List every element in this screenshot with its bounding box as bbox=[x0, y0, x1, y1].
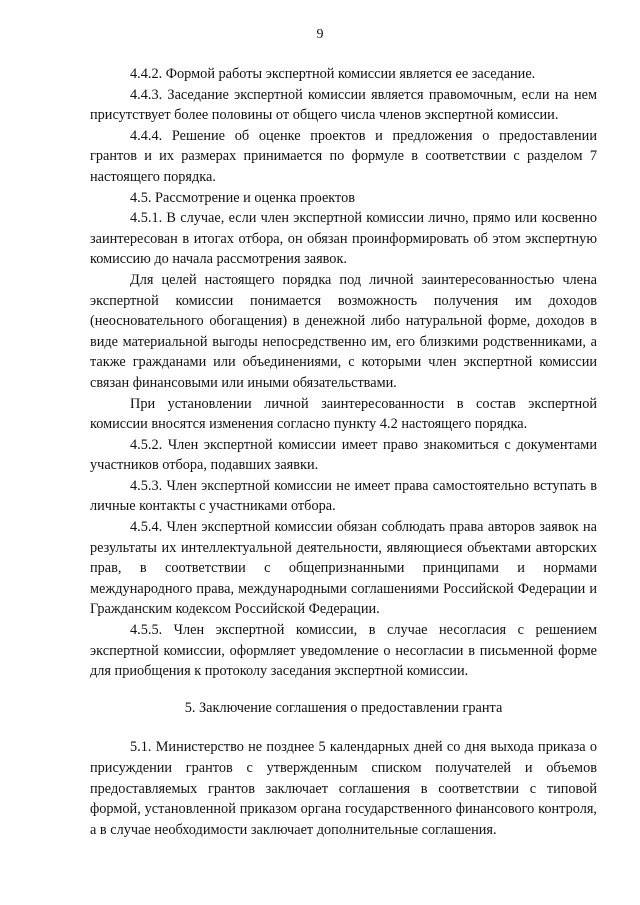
paragraph-5-1: 5.1. Министерство не позднее 5 календарных дней со дня выхода приказа о присуждении грантов с утвержденным списком получателей и объемов предоставляемых грантов заключает соглашения в соответствии с типовой формой, установленной приказом органа государственного финансового контроля, а в случае необходимости заключает дополнительные соглашения. bbox=[90, 739, 597, 838]
paragraph-4-5-2: 4.5.2. Член экспертной комиссии имеет право знакомиться с документами участников отбора, подавших заявки. bbox=[90, 436, 597, 474]
paragraph-commission-changes: При установлении личной заинтересованности в состав экспертной комиссии вносятся изменения согласно пункту 4.2 настоящего порядка. bbox=[90, 395, 597, 433]
paragraph-4-4-4: 4.4.4. Решение об оценке проектов и предложения о предоставлении грантов и их размерах принимается по формуле в соответствии с разделом 7 настоящего порядка. bbox=[90, 127, 597, 185]
page-number: 9 bbox=[316, 27, 324, 42]
paragraph-4-5-1: 4.5.1. В случае, если член экспертной комиссии лично, прямо или косвенно заинтересован в итогах отбора, он обязан проинформировать об этом экспертную комиссию до начала рассмотрения заявок. bbox=[90, 210, 597, 268]
paragraph-personal-interest-definition: Для целей настоящего порядка под личной заинтересованностью члена экспертной комиссии понимается возможность получения им доходов (неосновательного обогащения) в денежной либо натуральной форме, доходов в виде материальной выгоды непосредственно им, его близкими родственниками, а также гражданами или объединениями, с которыми член экспертной комиссии связан финансовыми или иными обязательствами. bbox=[90, 271, 597, 391]
section-heading: 5. Заключение соглашения о предоставлении гранта bbox=[184, 699, 503, 716]
paragraph-4-4-3: 4.4.3. Заседание экспертной комиссии является правомочным, если на нем присутствует более половины от общего числа членов экспертной комиссии. bbox=[90, 86, 597, 124]
paragraph-4-5-5: 4.5.5. Член экспертной комиссии, в случае несогласия с решением экспертной комиссии, оформляет уведомление о несогласии в письменной форме для приобщения к протоколу заседания экспертной комиссии. bbox=[90, 622, 597, 680]
document-body bbox=[90, 64, 597, 840]
paragraph-4-5-4: 4.5.4. Член экспертной комиссии обязан соблюдать права авторов заявок на результаты их интеллектуальной деятельности, являющиеся объектами авторских прав, в соответствии с общепризнанными принципами и нормами международного права, международными соглашениями Российской Федерации и Гражданским кодексом Российской Федерации. bbox=[90, 519, 597, 618]
subsection-heading-4-5: 4.5. Рассмотрение и оценка проектов bbox=[130, 189, 356, 206]
paragraph-4-4-2: 4.4.2. Формой работы экспертной комиссии является ее заседание. bbox=[130, 66, 536, 82]
paragraph-4-5-3: 4.5.3. Член экспертной комиссии не имеет права самостоятельно вступать в личные контакты с участниками отбора. bbox=[90, 477, 597, 515]
